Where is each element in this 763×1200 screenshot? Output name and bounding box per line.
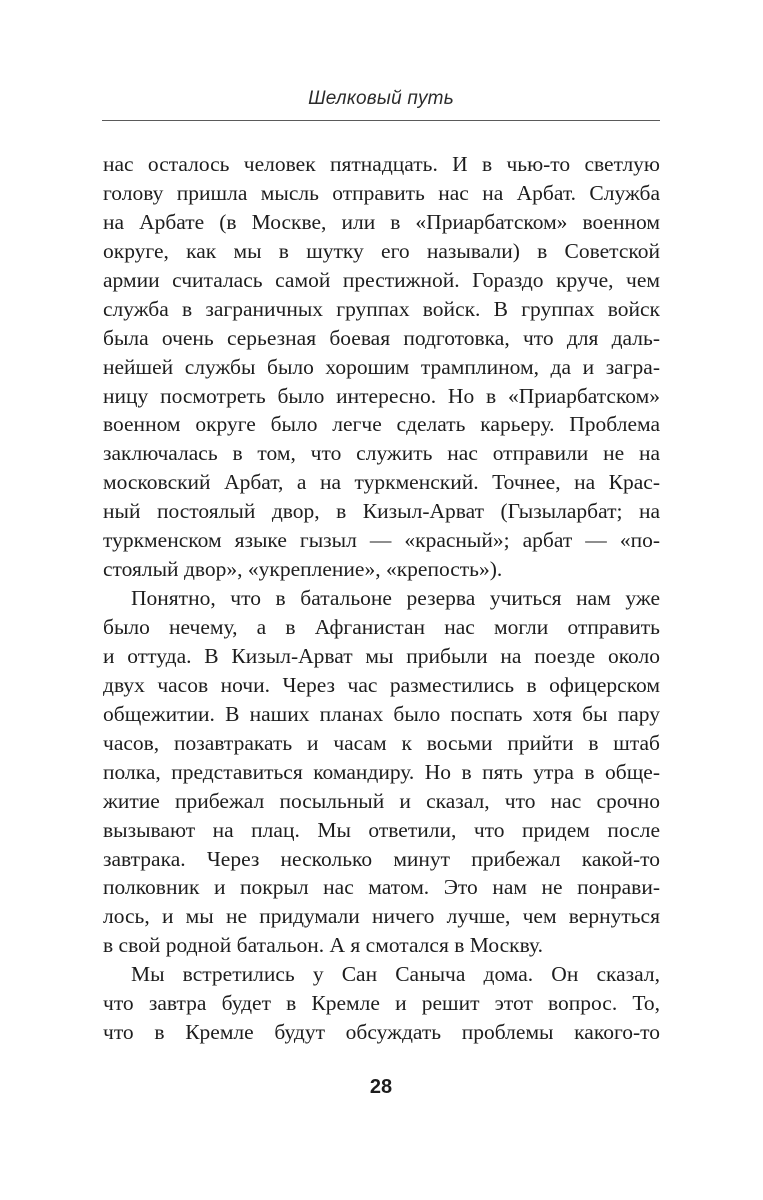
- header-rule: [102, 120, 660, 121]
- text-line: была очень серьезная боевая подготовка, что для даль-: [103, 325, 660, 350]
- text-line: вызывают на плац. Мы ответили, что придем после: [103, 817, 660, 842]
- text-line: Понятно, что в батальоне резерва учиться нам уже: [131, 586, 660, 611]
- text-line: и оттуда. В Кизыл-Арват мы прибыли на поезде около: [103, 643, 660, 668]
- text-line: Мы встретились у Сан Саныча дома. Он сказал,: [131, 962, 660, 987]
- text-line: полковник и покрыл нас матом. Это нам не понрави-: [103, 875, 660, 900]
- text-line: что в Кремле будут обсуждать проблемы какого-то: [103, 1020, 660, 1045]
- text-line: ницу посмотреть было интересно. Но в «Приарбатском»: [103, 383, 660, 408]
- text-line: общежитии. В наших планах было поспать хотя бы пару: [103, 701, 660, 726]
- text-line: нейшей службы было хорошим трамплином, да и загра-: [103, 354, 660, 379]
- text-line: заключалась в том, что служить нас отправили не на: [103, 441, 660, 466]
- text-line: было нечему, а в Афганистан нас могли отправить: [103, 615, 660, 639]
- text-line: округе, как мы в шутку его называли) в Советской: [103, 238, 660, 263]
- text-line: на Арбате (в Москве, или в «Приарбатском» военном: [103, 209, 660, 234]
- text-line: московский Арбат, а на туркменский. Точнее, на Крас-: [103, 470, 660, 495]
- text-line: военном округе было легче сделать карьеру. Проблема: [103, 412, 660, 437]
- text-line: в свой родной батальон. А я смотался в Москву.: [103, 933, 543, 958]
- body-text: [103, 150, 660, 1047]
- text-line: стоялый двор», «укрепление», «крепость»).: [103, 557, 503, 582]
- text-line: полка, представиться командиру. Но в пять утра в обще-: [103, 759, 660, 784]
- text-line: двух часов ночи. Через час разместились в офицерском: [103, 672, 660, 697]
- text-line: завтрака. Через несколько минут прибежал какой-то: [103, 846, 660, 871]
- text-line: туркменском языке гызыл — «красный»; арбат — «по-: [103, 528, 660, 553]
- page-number: 28: [369, 1076, 393, 1098]
- text-line: житие прибежал посыльный и сказал, что нас срочно: [103, 788, 660, 813]
- text-line: служба в заграничных группах войск. В группах войск: [103, 296, 660, 321]
- text-line: часов, позавтракать и часам к восьми прийти в штаб: [103, 730, 660, 755]
- text-line: лось, и мы не придумали ничего лучше, чем вернуться: [103, 904, 660, 929]
- text-line: нас осталось человек пятнадцать. И в чью-то светлую: [103, 152, 660, 176]
- text-line: голову пришла мысль отправить нас на Арбат. Служба: [103, 180, 660, 205]
- text-line: армии считалась самой престижной. Гораздо круче, чем: [103, 267, 660, 292]
- text-line: что завтра будет в Кремле и решит этот вопрос. То,: [103, 991, 660, 1016]
- text-line: ный постоялый двор, в Кизыл-Арват (Гызыларбат; на: [103, 499, 660, 524]
- running-head-title: Шелковый путь: [308, 88, 454, 109]
